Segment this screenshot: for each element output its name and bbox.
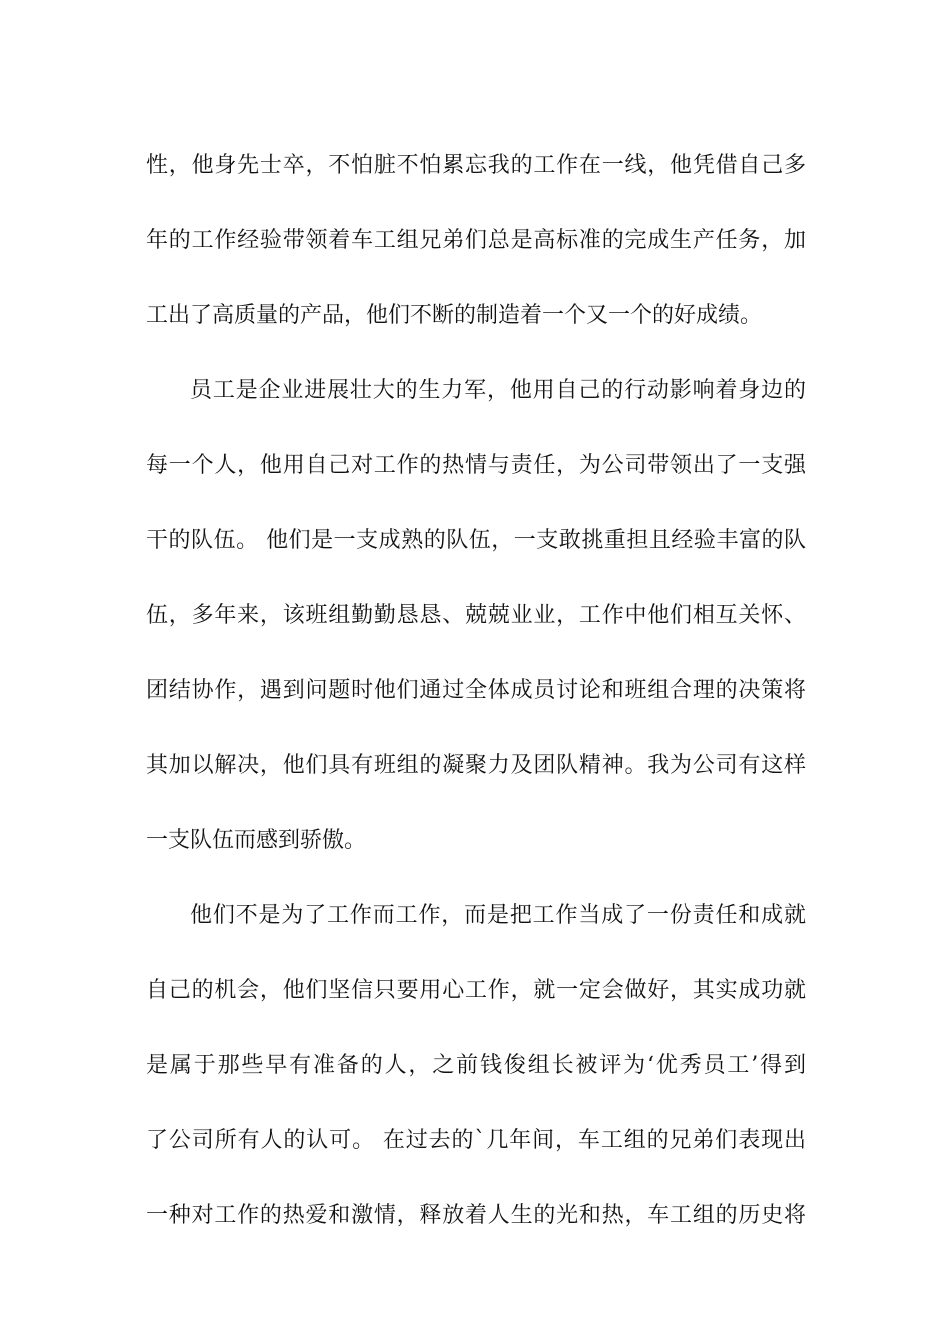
- text-line: 自己的机会，他们坚信只要用心工作，就一定会做好，其实成功就: [146, 978, 806, 1003]
- text-line: 一支队伍而感到骄傲。: [146, 828, 367, 853]
- text-line: 一种对工作的热爱和激情，释放着人生的光和热，车工组的历史将: [146, 1203, 806, 1228]
- text-line: 干的队伍。 他们是一支成熟的队伍，一支敢挑重担且经验丰富的队: [146, 528, 806, 553]
- text-line: 工出了高质量的产品，他们不断的制造着一个又一个的好成绩。: [146, 303, 763, 328]
- text-line: 团结协作，遇到问题时他们通过全体成员讨论和班组合理的决策将: [146, 678, 806, 703]
- text-line: 了公司所有人的认可。 在过去的`几年间，车工组的兄弟们表现出: [146, 1128, 806, 1153]
- paragraph-start-line: 他们不是为了工作而工作，而是把工作当成了一份责任和成就: [190, 903, 806, 928]
- text-line: 年的工作经验带领着车工组兄弟们总是高标准的完成生产任务，加: [146, 228, 806, 253]
- text-line: 伍，多年来，该班组勤勤恳恳、兢兢业业，工作中他们相互关怀、: [146, 603, 806, 628]
- body-text: [146, 128, 806, 1253]
- paragraph-start-line: 员工是企业进展壮大的生力军，他用自己的行动影响着身边的: [190, 378, 806, 403]
- text-line: 性，他身先士卒，不怕脏不怕累忘我的工作在一线，他凭借自己多: [146, 153, 806, 178]
- text-line: 每一个人，他用自己对工作的热情与责任，为公司带领出了一支强: [146, 453, 806, 478]
- text-line: 其加以解决，他们具有班组的凝聚力及团队精神。我为公司有这样: [146, 753, 806, 778]
- text-line: 是属于那些早有准备的人，之前钱俊组长被评为‘优秀员工’得到: [146, 1053, 806, 1078]
